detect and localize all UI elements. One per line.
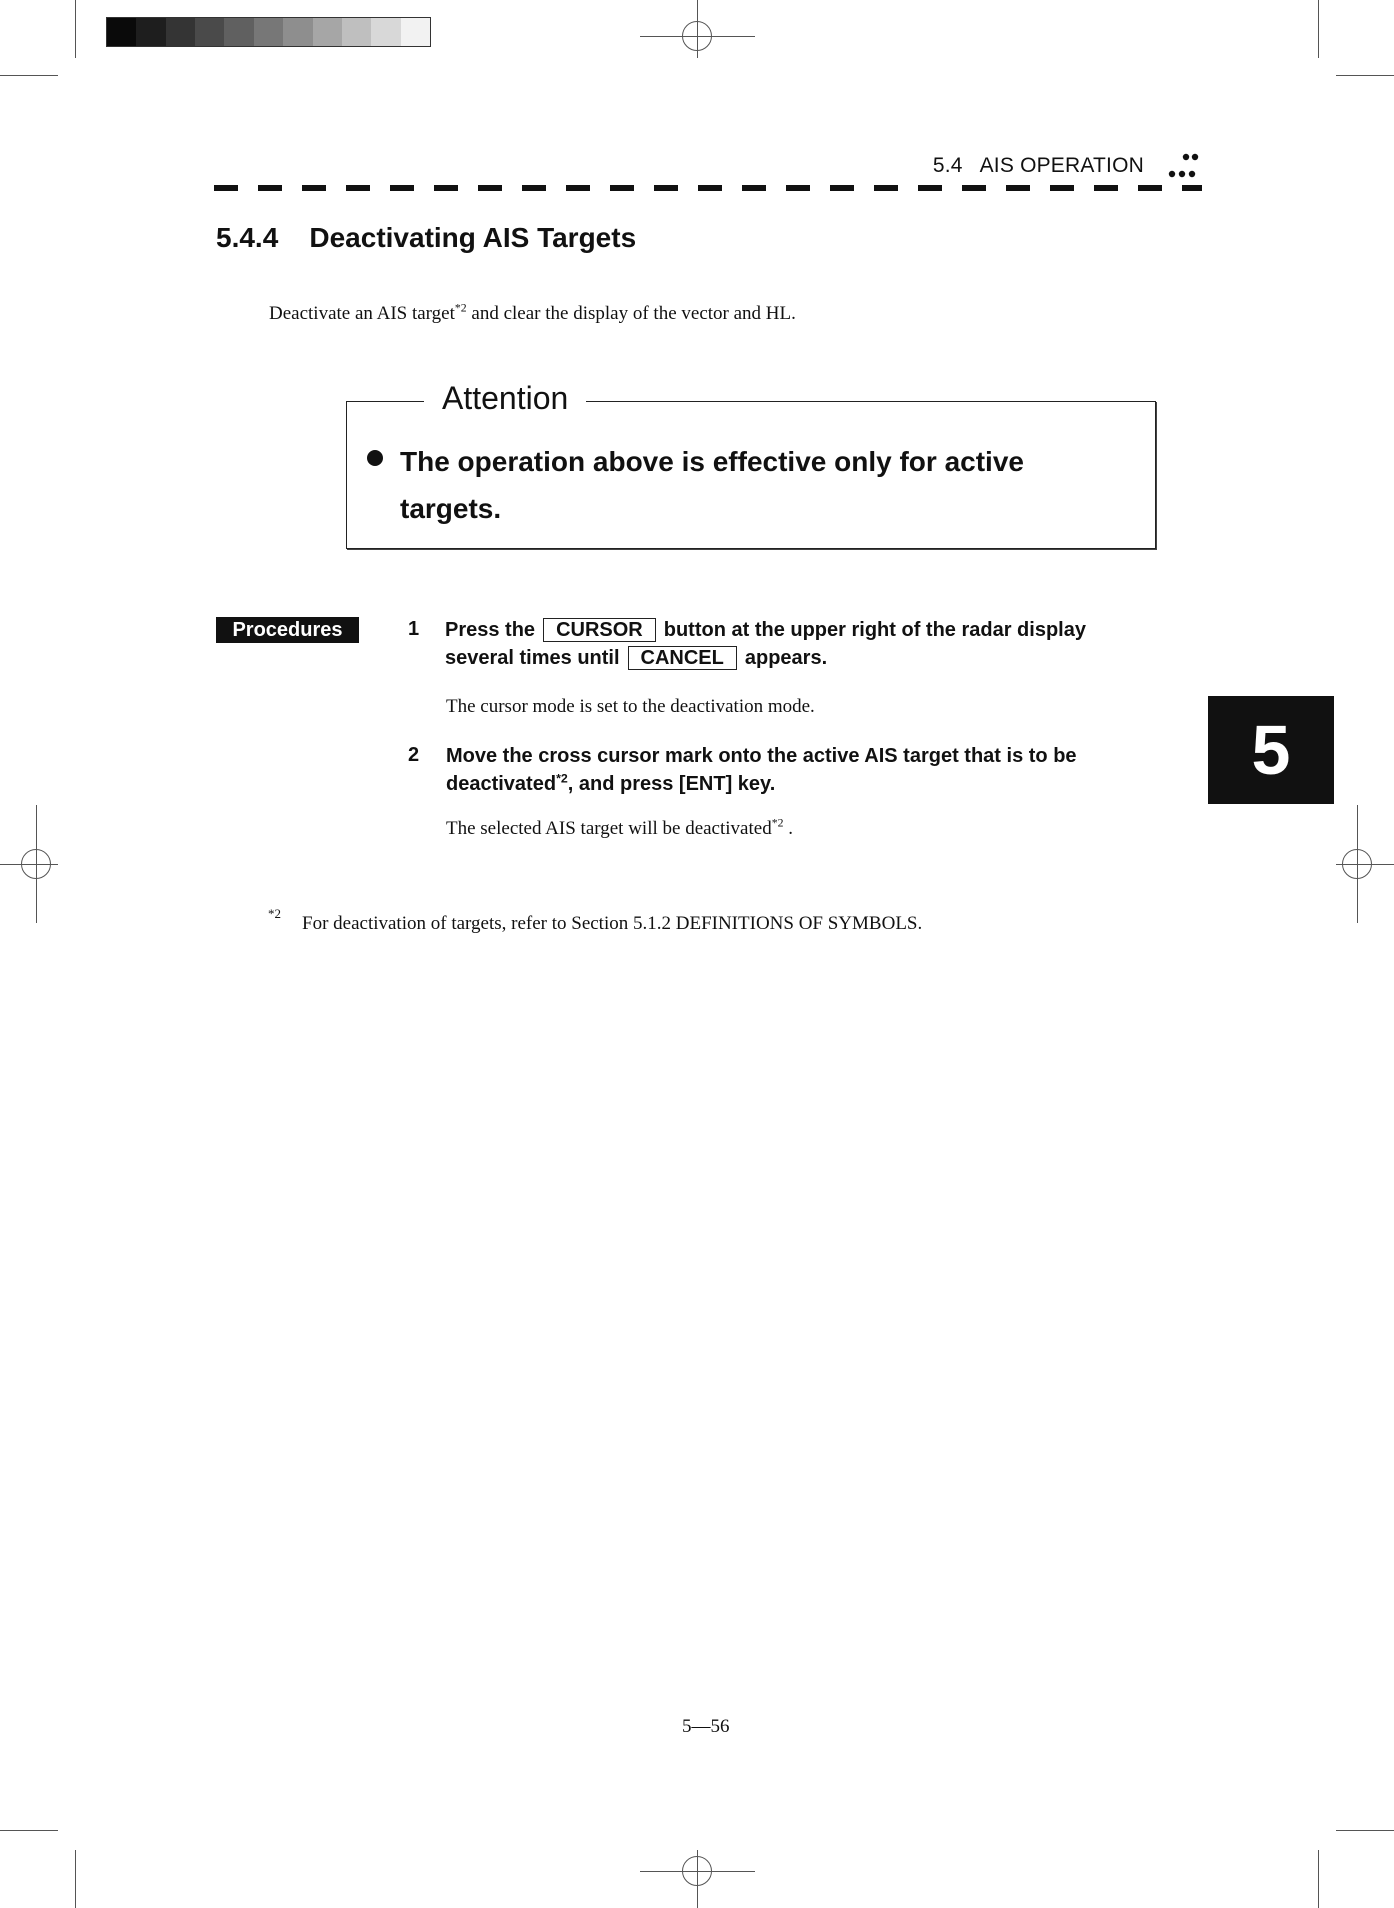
step-number: 1 — [408, 618, 420, 640]
gray-swatch — [401, 18, 430, 46]
attention-title: Attention — [424, 380, 586, 417]
procedures-label: Procedures — [216, 617, 359, 643]
intro-text: and clear the display of the vector and HL. — [466, 303, 796, 324]
step-line — [446, 770, 1166, 798]
intro-text: Deactivate an AIS target — [269, 303, 455, 324]
chapter-tab: 5 — [1208, 696, 1334, 804]
section-title: 5.4.4 Deactivating AIS Targets — [216, 222, 637, 253]
step-text — [446, 742, 1166, 798]
step-text-part: deactivated — [446, 773, 557, 795]
dashed-rule — [214, 185, 1202, 191]
description-text: . — [783, 818, 793, 839]
bullet-icon — [367, 450, 383, 466]
grayscale-strip — [106, 17, 431, 47]
gray-swatch — [371, 18, 400, 46]
cancel-key: CANCEL — [628, 646, 737, 670]
page-number: 5—56 — [682, 1716, 730, 1737]
gray-swatch — [136, 18, 165, 46]
step-description — [446, 818, 793, 840]
footnote-ref: *2 — [771, 816, 784, 830]
gray-swatch — [342, 18, 371, 46]
gray-swatch — [224, 18, 253, 46]
step-line: Move the cross cursor mark onto the active AIS target that is to be — [446, 745, 1077, 767]
footnote-text: For deactivation of targets, refer to Section 5.1.2 DEFINITIONS OF SYMBOLS. — [302, 913, 923, 934]
gray-swatch — [283, 18, 312, 46]
footnote-mark: *2 — [268, 906, 281, 921]
step-text-part: appears. — [744, 647, 828, 669]
step-text-part: button at the upper right of the radar display — [663, 619, 1086, 641]
cursor-key: CURSOR — [543, 618, 656, 642]
description-text: The selected AIS target will be deactivated — [446, 818, 772, 839]
step-description: The cursor mode is set to the deactivation mode. — [446, 696, 815, 717]
step-text-part: several times until — [445, 647, 620, 669]
step-line — [445, 616, 1165, 644]
gray-swatch — [313, 18, 342, 46]
footnote-ref: *2 — [454, 301, 467, 315]
footnote-ref: *2 — [556, 771, 568, 786]
step-number: 2 — [408, 744, 420, 766]
running-header: 5.4 AIS OPERATION — [932, 154, 1144, 177]
step-text-part: Press the — [445, 619, 536, 641]
intro-paragraph — [269, 303, 796, 325]
gray-swatch — [254, 18, 283, 46]
gray-swatch — [107, 18, 136, 46]
step-text — [445, 616, 1165, 672]
gray-swatch — [166, 18, 195, 46]
step-text-part: , and press [ENT] key. — [567, 773, 776, 795]
attention-text: The operation above is effective only for active targets. — [400, 446, 1024, 524]
dots-icon — [1167, 152, 1201, 182]
step-line — [445, 644, 1165, 672]
gray-swatch — [195, 18, 224, 46]
